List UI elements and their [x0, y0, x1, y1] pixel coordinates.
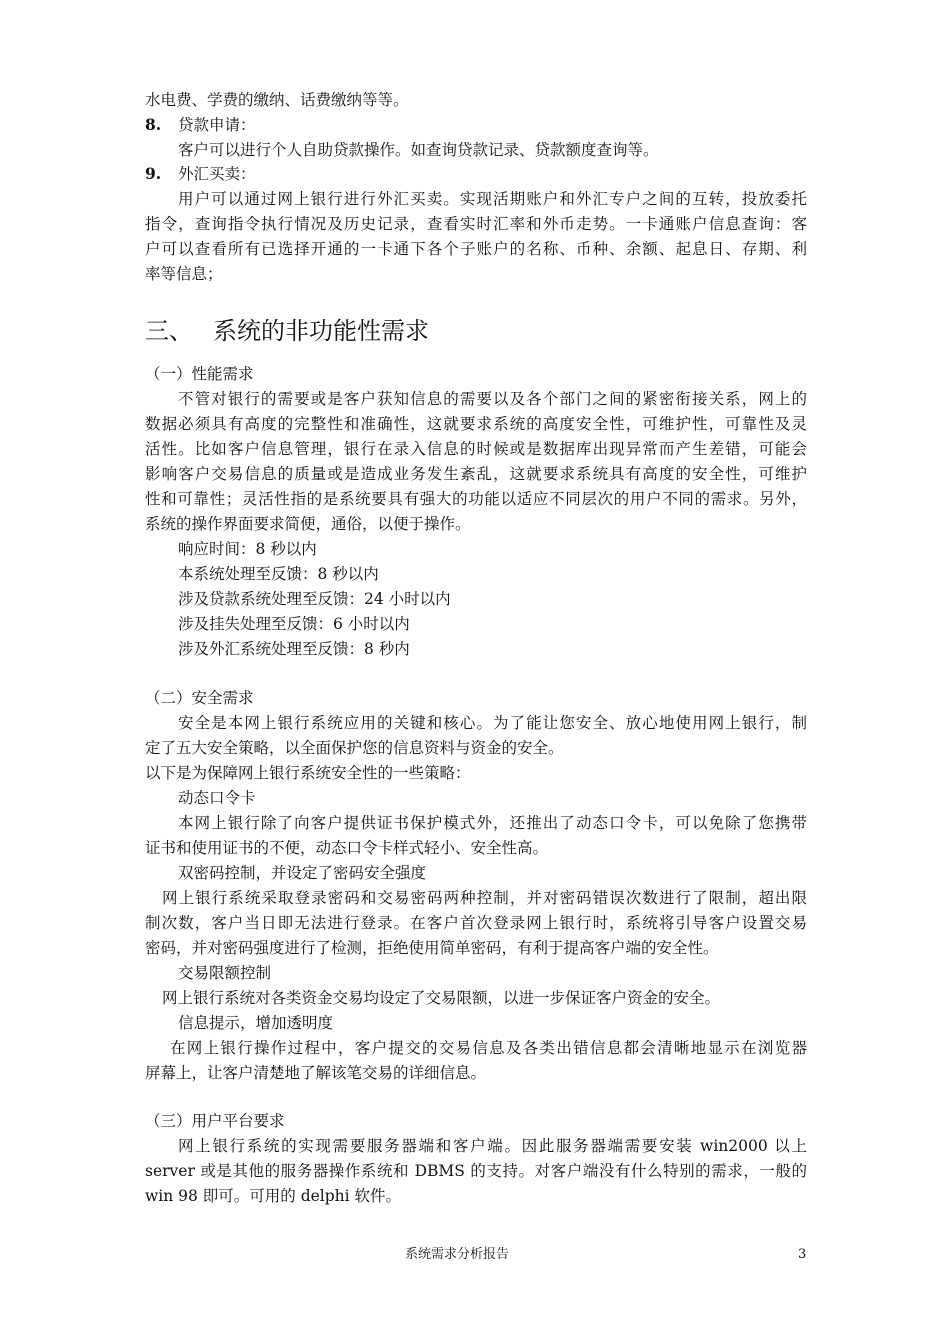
requirement-item: 本系统处理至反馈：8 秒以内 — [178, 565, 379, 583]
paragraph-line: 水电费、学费的缴纳、话费缴纳等等。 — [145, 91, 409, 109]
paragraph-line: 证书和使用证书的不便，动态口令卡样式轻小、安全性高。 — [145, 839, 549, 857]
list-item-title: 外汇买卖： — [178, 165, 256, 183]
paragraph-line: win 98 即可。可用的 delphi 软件。 — [145, 1187, 402, 1205]
paragraph-line: 以下是为保障网上银行系统安全性的一些策略： — [145, 764, 471, 782]
requirement-item: 涉及贷款系统处理至反馈：24 小时以内 — [178, 590, 451, 608]
paragraph-line: 指令，查询指令执行情况及历史记录，查看实时汇率和外币走势。一卡通账户信息查询：客 — [145, 215, 807, 233]
paragraph-line: 定了五大安全策略，以全面保护您的信息资料与资金的安全。 — [145, 739, 564, 757]
subsection-heading: （三）用户平台要求 — [145, 1112, 285, 1130]
paragraph-line: 在网上银行操作过程中，客户提交的交易信息及各类出错信息都会清晰地显示在浏览器 — [170, 1039, 807, 1057]
paragraph-line: 系统的操作界面要求简便，通俗，以便于操作。 — [145, 515, 471, 533]
strategy-title: 双密码控制，并设定了密码安全强度 — [178, 864, 427, 882]
paragraph-line: 影响客户交易信息的质量或是造成业务发生紊乱，这就要求系统具有高度的安全性，可维护 — [145, 465, 807, 483]
paragraph-line: 网上银行系统对各类资金交易均设定了交易限额，以进一步保证客户资金的安全。 — [162, 989, 721, 1007]
strategy-title: 动态口令卡 — [178, 789, 256, 807]
paragraph-line: 数据必须具有高度的完整性和准确性，这就要求系统的高度安全性，可维护性，可靠性及灵 — [145, 415, 807, 433]
section-heading — [145, 316, 429, 346]
paragraph-line: 制次数，客户当日即无法进行登录。在客户首次登录网上银行时，系统将引导客户设置交易 — [145, 914, 807, 932]
list-item-title: 贷款申请： — [178, 116, 256, 134]
paragraph-line: 密码，并对密码强度进行了检测，拒绝使用简单密码，有利于提高客户端的安全性。 — [145, 939, 719, 957]
strategy-title: 信息提示，增加透明度 — [178, 1014, 334, 1032]
paragraph-line: 率等信息； — [145, 265, 223, 283]
paragraph-line: 屏幕上，让客户清楚地了解该笔交易的详细信息。 — [145, 1064, 487, 1082]
paragraph-line: 性和可靠性；灵活性指的是系统要具有强大的功能以适应不同层次的用户不同的需求。另外， — [145, 490, 807, 508]
paragraph-line: 本网上银行除了向客户提供证书保护模式外，还推出了动态口令卡，可以免除了您携带 — [178, 814, 807, 832]
list-number: 8. — [145, 115, 162, 134]
paragraph-line: 安全是本网上银行系统应用的关键和核心。为了能让您安全、放心地使用网上银行，制 — [178, 714, 807, 732]
paragraph-line: 用户可以通过网上银行进行外汇买卖。实现活期账户和外汇专户之间的互转，投放委托 — [178, 190, 807, 208]
section-title: 系统的非功能性需求 — [213, 317, 429, 345]
subsection-heading: （二）安全需求 — [145, 689, 254, 707]
section-number: 三、 — [145, 317, 193, 345]
requirement-item: 涉及外汇系统处理至反馈：8 秒内 — [178, 640, 410, 658]
paragraph-line: server 或是其他的服务器操作系统和 DBMS 的支持。对客户端没有什么特别的需求，一般的 — [145, 1162, 807, 1180]
paragraph-line: 活性。比如客户信息管理，银行在录入信息的时候或是数据库出现异常而产生差错，可能会 — [145, 440, 807, 458]
paragraph-line: 网上银行系统的实现需要服务器端和客户端。因此服务器端需要安装 win2000 以上 — [178, 1137, 807, 1155]
subsection-heading: （一）性能需求 — [145, 365, 254, 383]
paragraph-line: 户可以查看所有已选择开通的一卡通下各个子账户的名称、币种、余额、起息日、存期、利 — [145, 240, 807, 258]
list-number: 9. — [145, 164, 162, 183]
requirement-item: 涉及挂失处理至反馈：6 小时以内 — [178, 615, 410, 633]
strategy-title: 交易限额控制 — [178, 964, 272, 982]
paragraph-line: 客户可以进行个人自助贷款操作。如查询贷款记录、贷款额度查询等。 — [178, 141, 659, 159]
page-number: 3 — [798, 1247, 807, 1262]
requirement-item: 响应时间：8 秒以内 — [178, 540, 317, 558]
paragraph-line: 不管对银行的需要或是客户获知信息的需要以及各个部门之间的紧密衔接关系，网上的 — [178, 390, 807, 408]
paragraph-line: 网上银行系统采取登录密码和交易密码两种控制，并对密码错误次数进行了限制，超出限 — [162, 889, 807, 907]
footer-title: 系统需求分析报告 — [405, 1247, 510, 1262]
